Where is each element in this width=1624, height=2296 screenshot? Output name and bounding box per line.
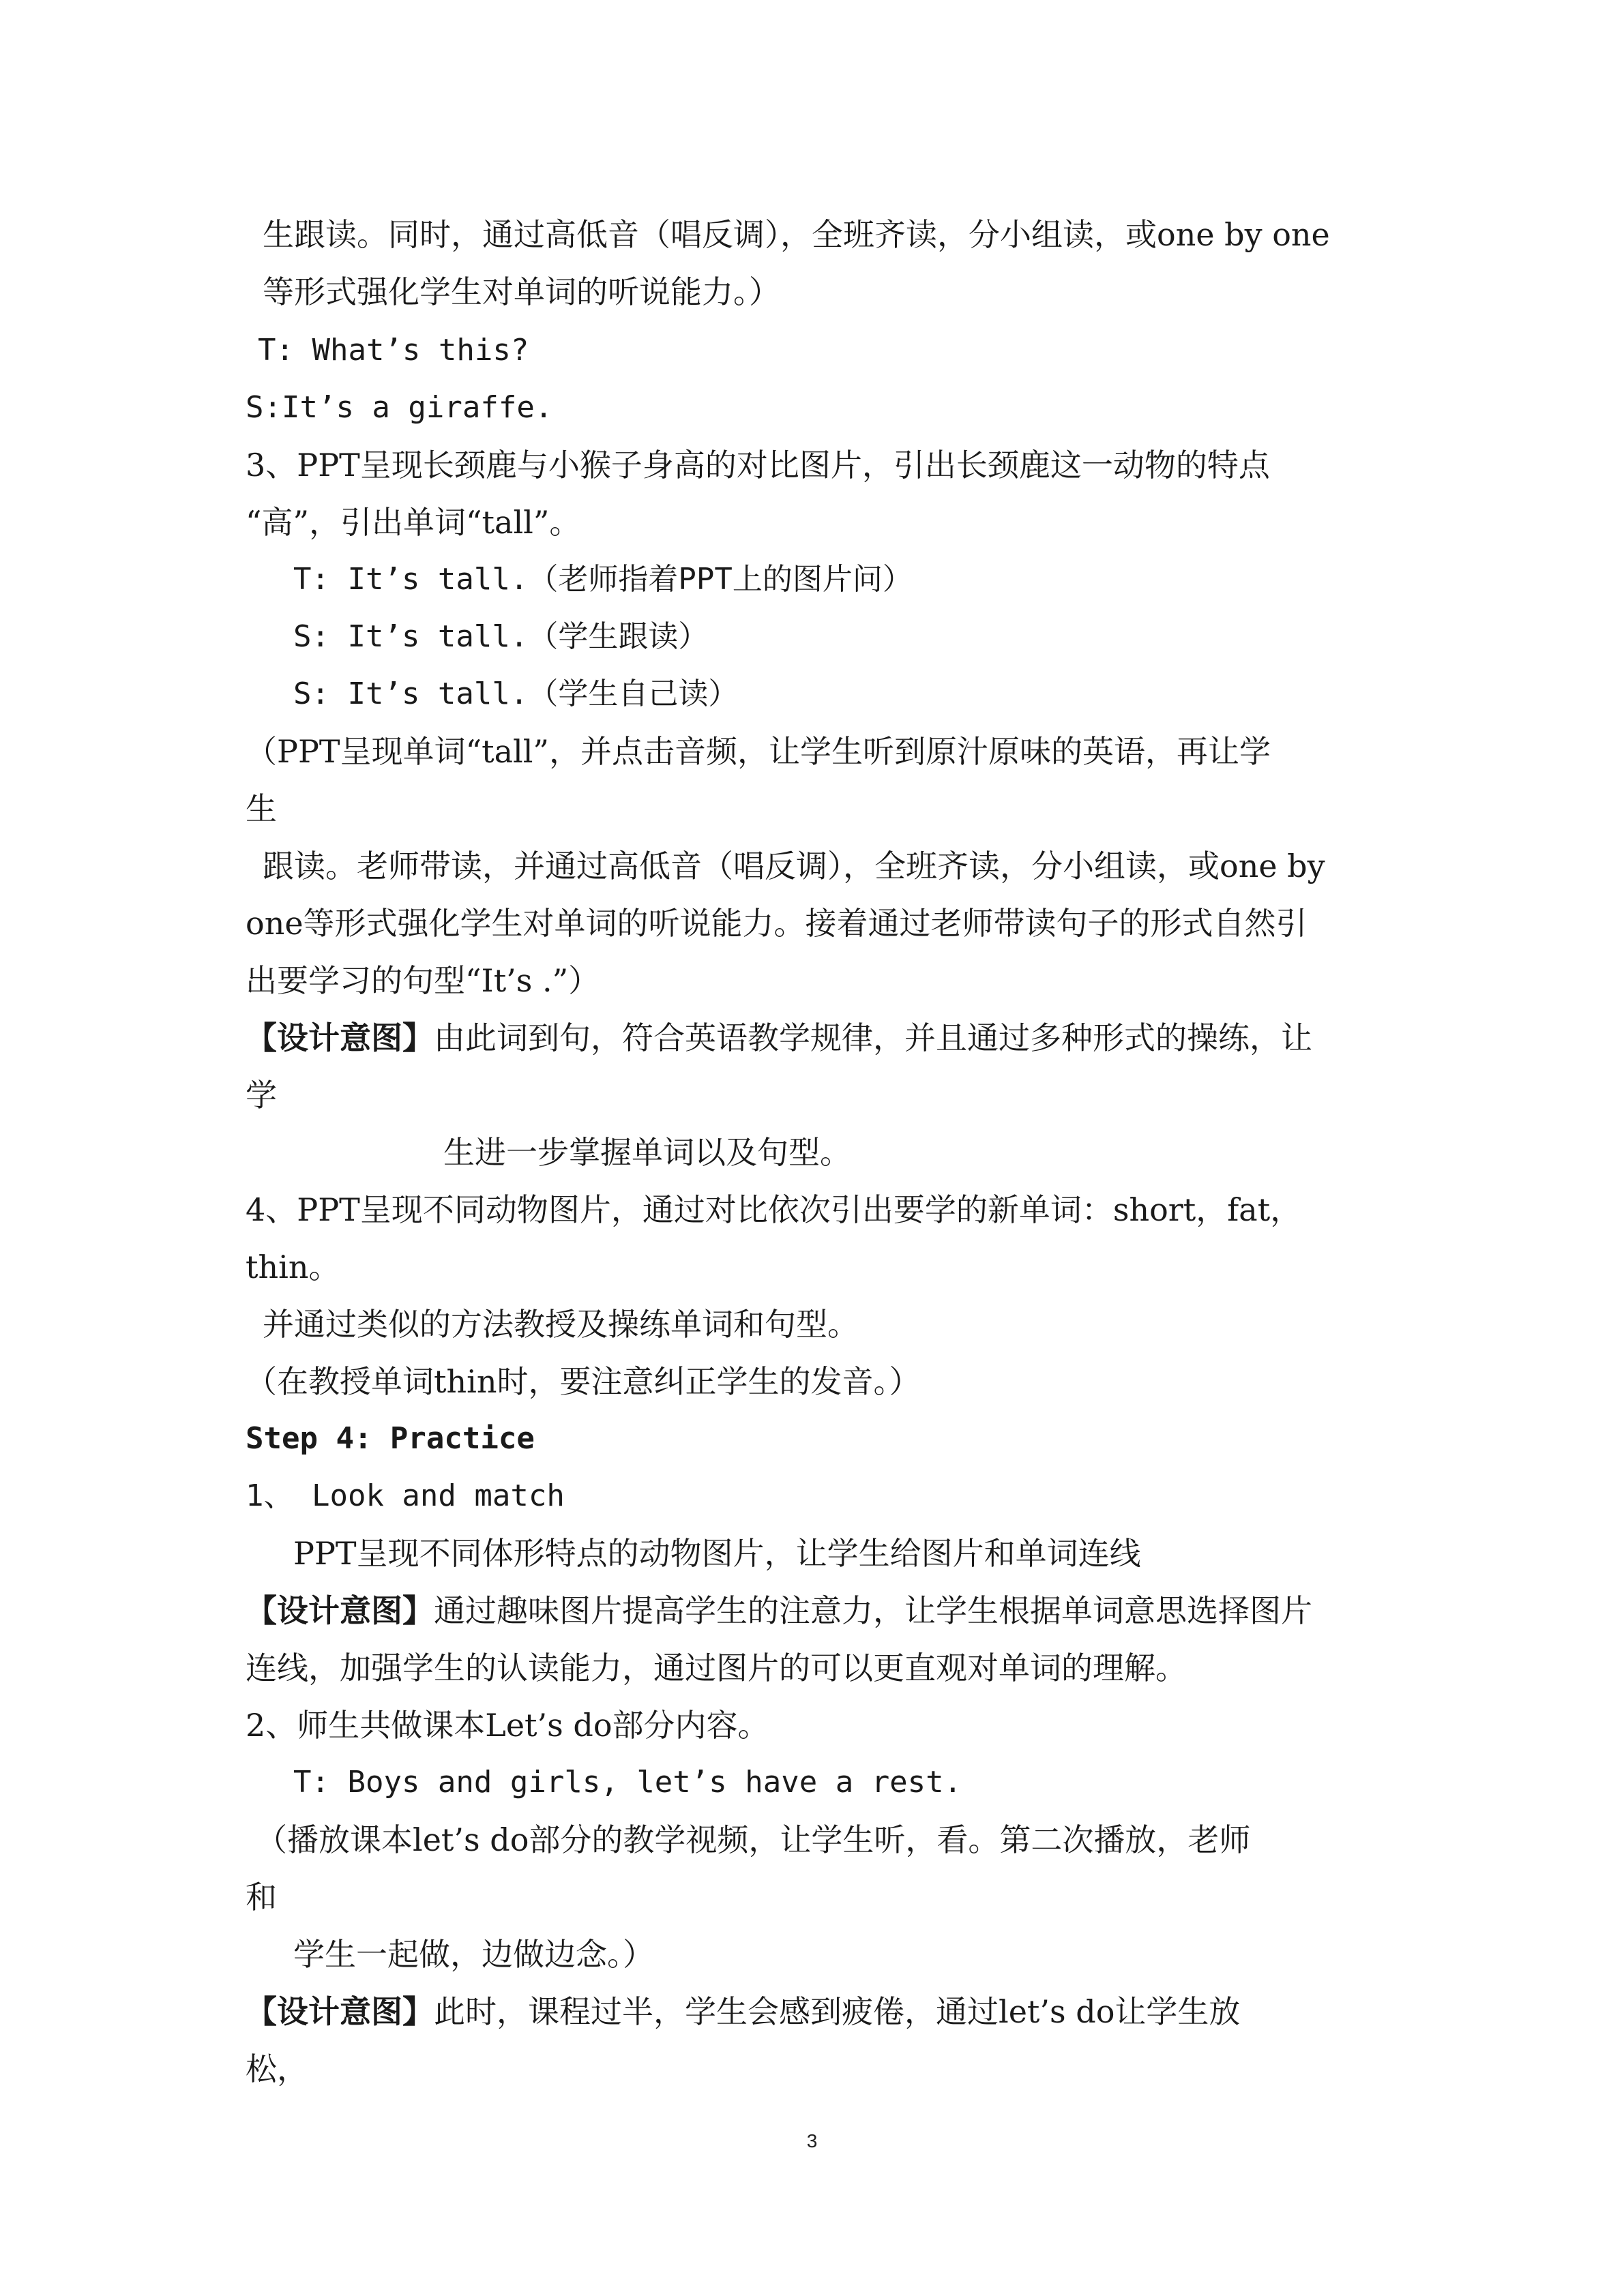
- text-line-30: 和: [246, 1879, 277, 1915]
- text-line-17: 生进一步掌握单词以及句型。: [443, 1134, 851, 1171]
- text-line-4: S:It’s a giraffe.: [246, 390, 553, 425]
- text-line-1: 生跟读。同时，通过高低音（唱反调），全班齐读，分小组读，或one by one: [263, 216, 1330, 253]
- text-line-29: （播放课本let’s do部分的教学视频，让学生听，看。第二次播放，老师: [256, 1821, 1251, 1858]
- text-line-6: “高”，引出单词“tall”。: [246, 504, 581, 541]
- text-line-19: thin。: [246, 1249, 340, 1285]
- design-intent-label: 【设计意图】: [246, 1019, 434, 1056]
- text-line-25: 【设计意图】通过趣味图片提高学生的注意力，让学生根据单词意思选择图片: [246, 1592, 1312, 1629]
- text-line-24: PPT呈现不同体形特点的动物图片，让学生给图片和单词连线: [293, 1535, 1141, 1572]
- design-intent-label: 【设计意图】: [246, 1993, 434, 2030]
- text-line-32: 【设计意图】此时，课程过半，学生会感到疲倦，通过let’s do让学生放: [246, 1993, 1241, 2030]
- page-number: 3: [806, 2130, 818, 2151]
- text-line-9: S: It’s tall.（学生自己读）: [293, 676, 739, 711]
- text-line-16: 学: [246, 1077, 277, 1114]
- text-line-10: （PPT呈现单词“tall”，并点击音频，让学生听到原汁原味的英语，再让学: [246, 733, 1271, 770]
- text-line-2: 等形式强化学生对单词的听说能力。）: [263, 273, 780, 310]
- text-line-28: T: Boys and girls, let’s have a rest.: [293, 1765, 962, 1800]
- text-line-18: 4、PPT呈现不同动物图片，通过对比依次引出要学的新单词：short，fat，: [246, 1191, 1302, 1228]
- text-line-5: 3、PPT呈现长颈鹿与小猴子身高的对比图片，引出长颈鹿这一动物的特点: [246, 447, 1270, 483]
- section-heading: Step 4: Practice: [246, 1421, 535, 1456]
- text-line-14: 出要学习的句型“It’s .”）: [246, 962, 600, 999]
- text-line-31: 学生一起做，边做边念。）: [293, 1936, 654, 1973]
- text-line-8: S: It’s tall.（学生跟读）: [293, 619, 709, 654]
- design-intent-label: 【设计意图】: [246, 1592, 434, 1629]
- text-line-3: T: What’s this?: [258, 333, 529, 368]
- text-line-15: 【设计意图】由此词到句，符合英语教学规律，并且通过多种形式的操练，让: [246, 1019, 1312, 1056]
- text-line-23: 1、 Look and match: [246, 1478, 565, 1513]
- text-line-11: 生: [246, 790, 277, 827]
- text-line-20: 并通过类似的方法教授及操练单词和句型。: [263, 1306, 859, 1343]
- text-line-27: 2、师生共做课本Let’s do部分内容。: [246, 1707, 769, 1744]
- text-line-7: T: It’s tall.（老师指着PPT上的图片问）: [293, 562, 913, 597]
- text-line-12: 跟读。老师带读，并通过高低音（唱反调），全班齐读，分小组读，或one by: [263, 848, 1325, 884]
- text-line-26: 连线，加强学生的认读能力，通过图片的可以更直观对单词的理解。: [246, 1650, 1187, 1686]
- text-line-33: 松，: [246, 2051, 308, 2087]
- text-line-21: （在教授单词thin时，要注意纠正学生的发音。）: [246, 1363, 921, 1400]
- text-line-13: one等形式强化学生对单词的听说能力。接着通过老师带读句子的形式自然引: [246, 905, 1308, 942]
